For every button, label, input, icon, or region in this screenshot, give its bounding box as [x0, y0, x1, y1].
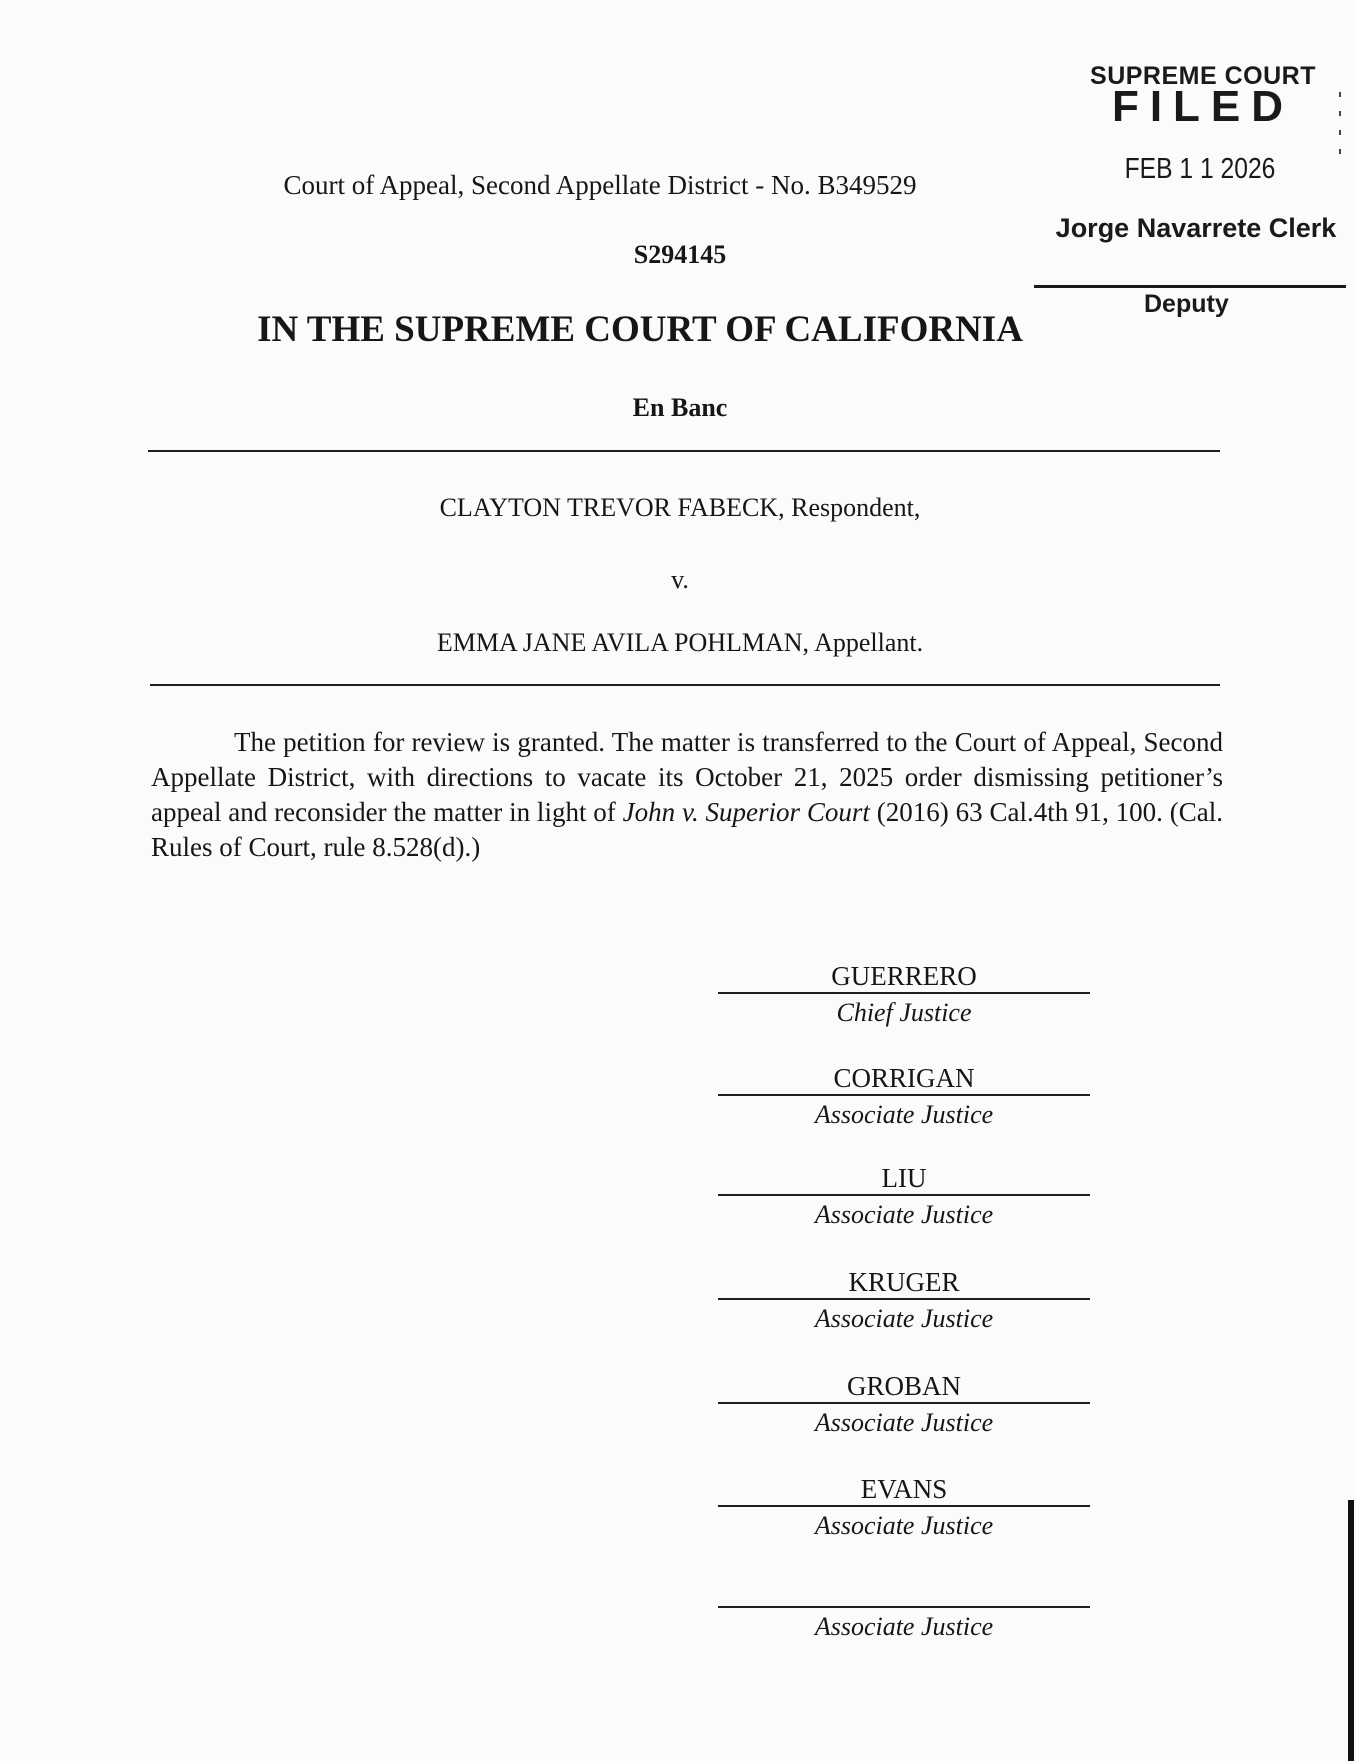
signature-block: [718, 1162, 1090, 1232]
justice-name: GUERRERO: [831, 961, 977, 991]
versus-label: v.: [671, 565, 689, 594]
signature-block: [718, 1266, 1090, 1336]
justice-name: LIU: [881, 1163, 927, 1193]
justice-name: EVANS: [860, 1474, 948, 1504]
justice-name: CORRIGAN: [833, 1063, 975, 1093]
justice-title: Associate Justice: [814, 1511, 994, 1540]
scan-edge-border: [1348, 1500, 1354, 1761]
order-text-end: (2016) 63 Cal.4th 91, 100. (Cal. Rules of Court, rule 8.528(d).): [151, 797, 1224, 862]
case-number: S294145: [633, 240, 727, 269]
stamp-filed-date: FEB 1 1 2026: [1124, 153, 1276, 185]
signature-line: [718, 1194, 1090, 1196]
respondent-party: CLAYTON TREVOR FABECK, Respondent,: [439, 493, 921, 522]
lower-court-reference: Court of Appeal, Second Appellate District - No. B349529: [283, 170, 917, 200]
signature-line: [718, 1606, 1090, 1608]
header-divider: [148, 450, 1220, 452]
appellant-party: EMMA JANE AVILA POHLMAN, Appellant.: [436, 628, 924, 657]
signature-line: [718, 1505, 1090, 1507]
signature-block: [718, 960, 1090, 1030]
stamp-clerk-name: Jorge Navarrete Clerk: [1055, 213, 1337, 243]
parties-divider: [150, 684, 1220, 686]
justice-title: Associate Justice: [814, 1200, 994, 1229]
signature-block: [718, 1062, 1090, 1132]
justice-name: [718, 1574, 1090, 1606]
order-paragraph: [151, 725, 1223, 865]
scan-edge-marks: [1336, 92, 1344, 182]
justice-title: Associate Justice: [814, 1408, 994, 1437]
justice-title: Associate Justice: [814, 1304, 994, 1333]
justice-title: Chief Justice: [836, 998, 972, 1027]
signature-block: [718, 1370, 1090, 1440]
panel-label: En Banc: [632, 393, 728, 422]
signature-line: [718, 1094, 1090, 1096]
signature-line: [718, 1402, 1090, 1404]
case-citation: John v. Superior Court: [622, 797, 870, 827]
stamp-deputy-label: Deputy: [1144, 290, 1229, 318]
signature-block: [718, 1574, 1090, 1644]
signature-block: [718, 1473, 1090, 1543]
stamp-filed-label: FILED: [1111, 82, 1295, 131]
order-text-start: The petition for review is granted. The matter is transferred to the Court of Appeal, Second Appellate District, with directions to vacate its October 21, 2025 order dismissing petitioner’s appeal and reconsider the matter in light of: [151, 727, 1223, 827]
justice-title: Associate Justice: [814, 1100, 994, 1129]
justice-name: KRUGER: [848, 1267, 960, 1297]
order-body: [151, 725, 1223, 865]
signature-line: [718, 992, 1090, 994]
signature-line: [718, 1298, 1090, 1300]
justice-title: Associate Justice: [814, 1612, 994, 1641]
justice-name: GROBAN: [846, 1371, 961, 1401]
stamp-deputy-line: [1034, 285, 1346, 288]
court-title: IN THE SUPREME COURT OF CALIFORNIA: [257, 309, 1023, 350]
stamp-court-name: SUPREME COURT: [1090, 62, 1316, 90]
